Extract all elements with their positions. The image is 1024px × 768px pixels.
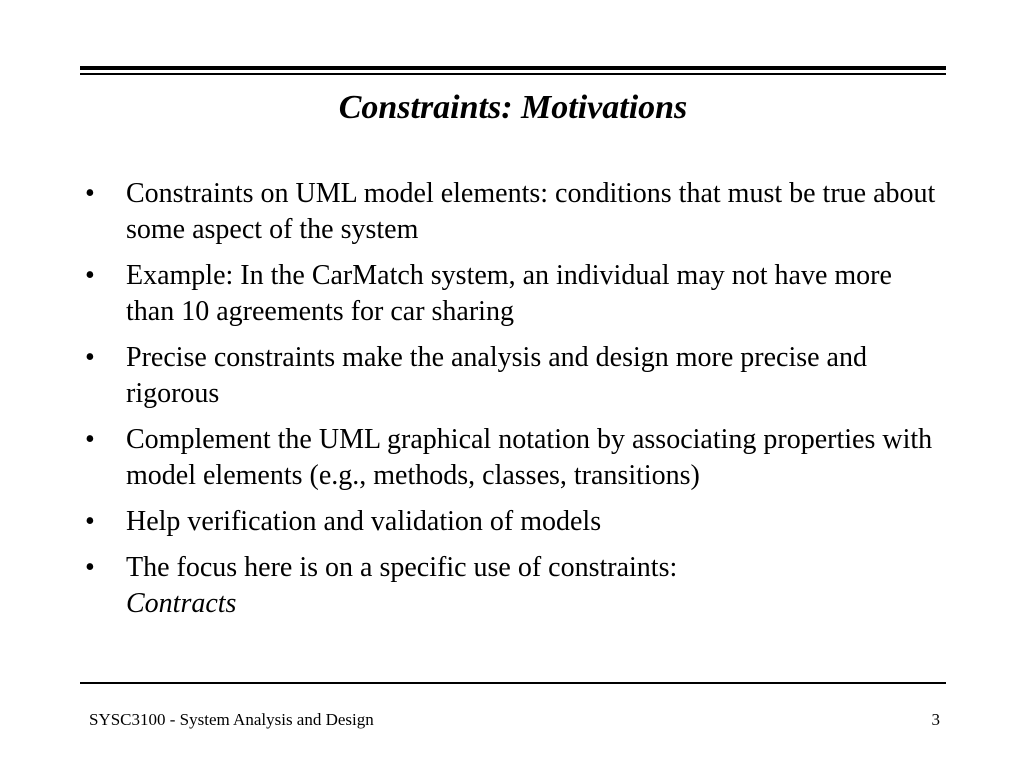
bullet-dot: • (85, 506, 95, 537)
bullet-dot: • (85, 260, 95, 291)
footer-course-title: SYSC3100 - System Analysis and Design (89, 710, 374, 729)
bullet-item (85, 340, 947, 412)
bullet-text: Example: In the CarMatch system, an individual may not have more than 10 agreements for car sharing (126, 260, 892, 327)
bullet-item (85, 176, 947, 248)
header-rule-thin (80, 73, 946, 75)
bullet-item (85, 504, 947, 540)
footer-rule (80, 682, 946, 684)
bullet-dot: • (85, 424, 95, 455)
bullet-emphasis: Contracts (126, 588, 237, 619)
bullet-text: Precise constraints make the analysis and design more precise and rigorous (126, 342, 867, 409)
bullet-list (85, 176, 947, 632)
bullet-item (85, 422, 947, 494)
bullet-text: Constraints on UML model elements: conditions that must be true about some aspect of the system (126, 178, 936, 245)
bullet-item (85, 258, 947, 330)
footer-page-number: 3 (931, 710, 940, 729)
bullet-dot: • (85, 342, 95, 373)
bullet-text: Help verification and validation of models (126, 506, 602, 537)
bullet-text: Complement the UML graphical notation by associating properties with model elements (e.g., methods, classes, transitions) (126, 424, 933, 491)
header-rule-thick (80, 66, 946, 70)
slide-title: Constraints: Motivations (338, 89, 688, 126)
bullet-dot: • (85, 178, 95, 209)
bullet-dot: • (85, 552, 95, 583)
bullet-text: The focus here is on a specific use of constraints: (126, 552, 678, 583)
bullet-item (85, 550, 947, 622)
